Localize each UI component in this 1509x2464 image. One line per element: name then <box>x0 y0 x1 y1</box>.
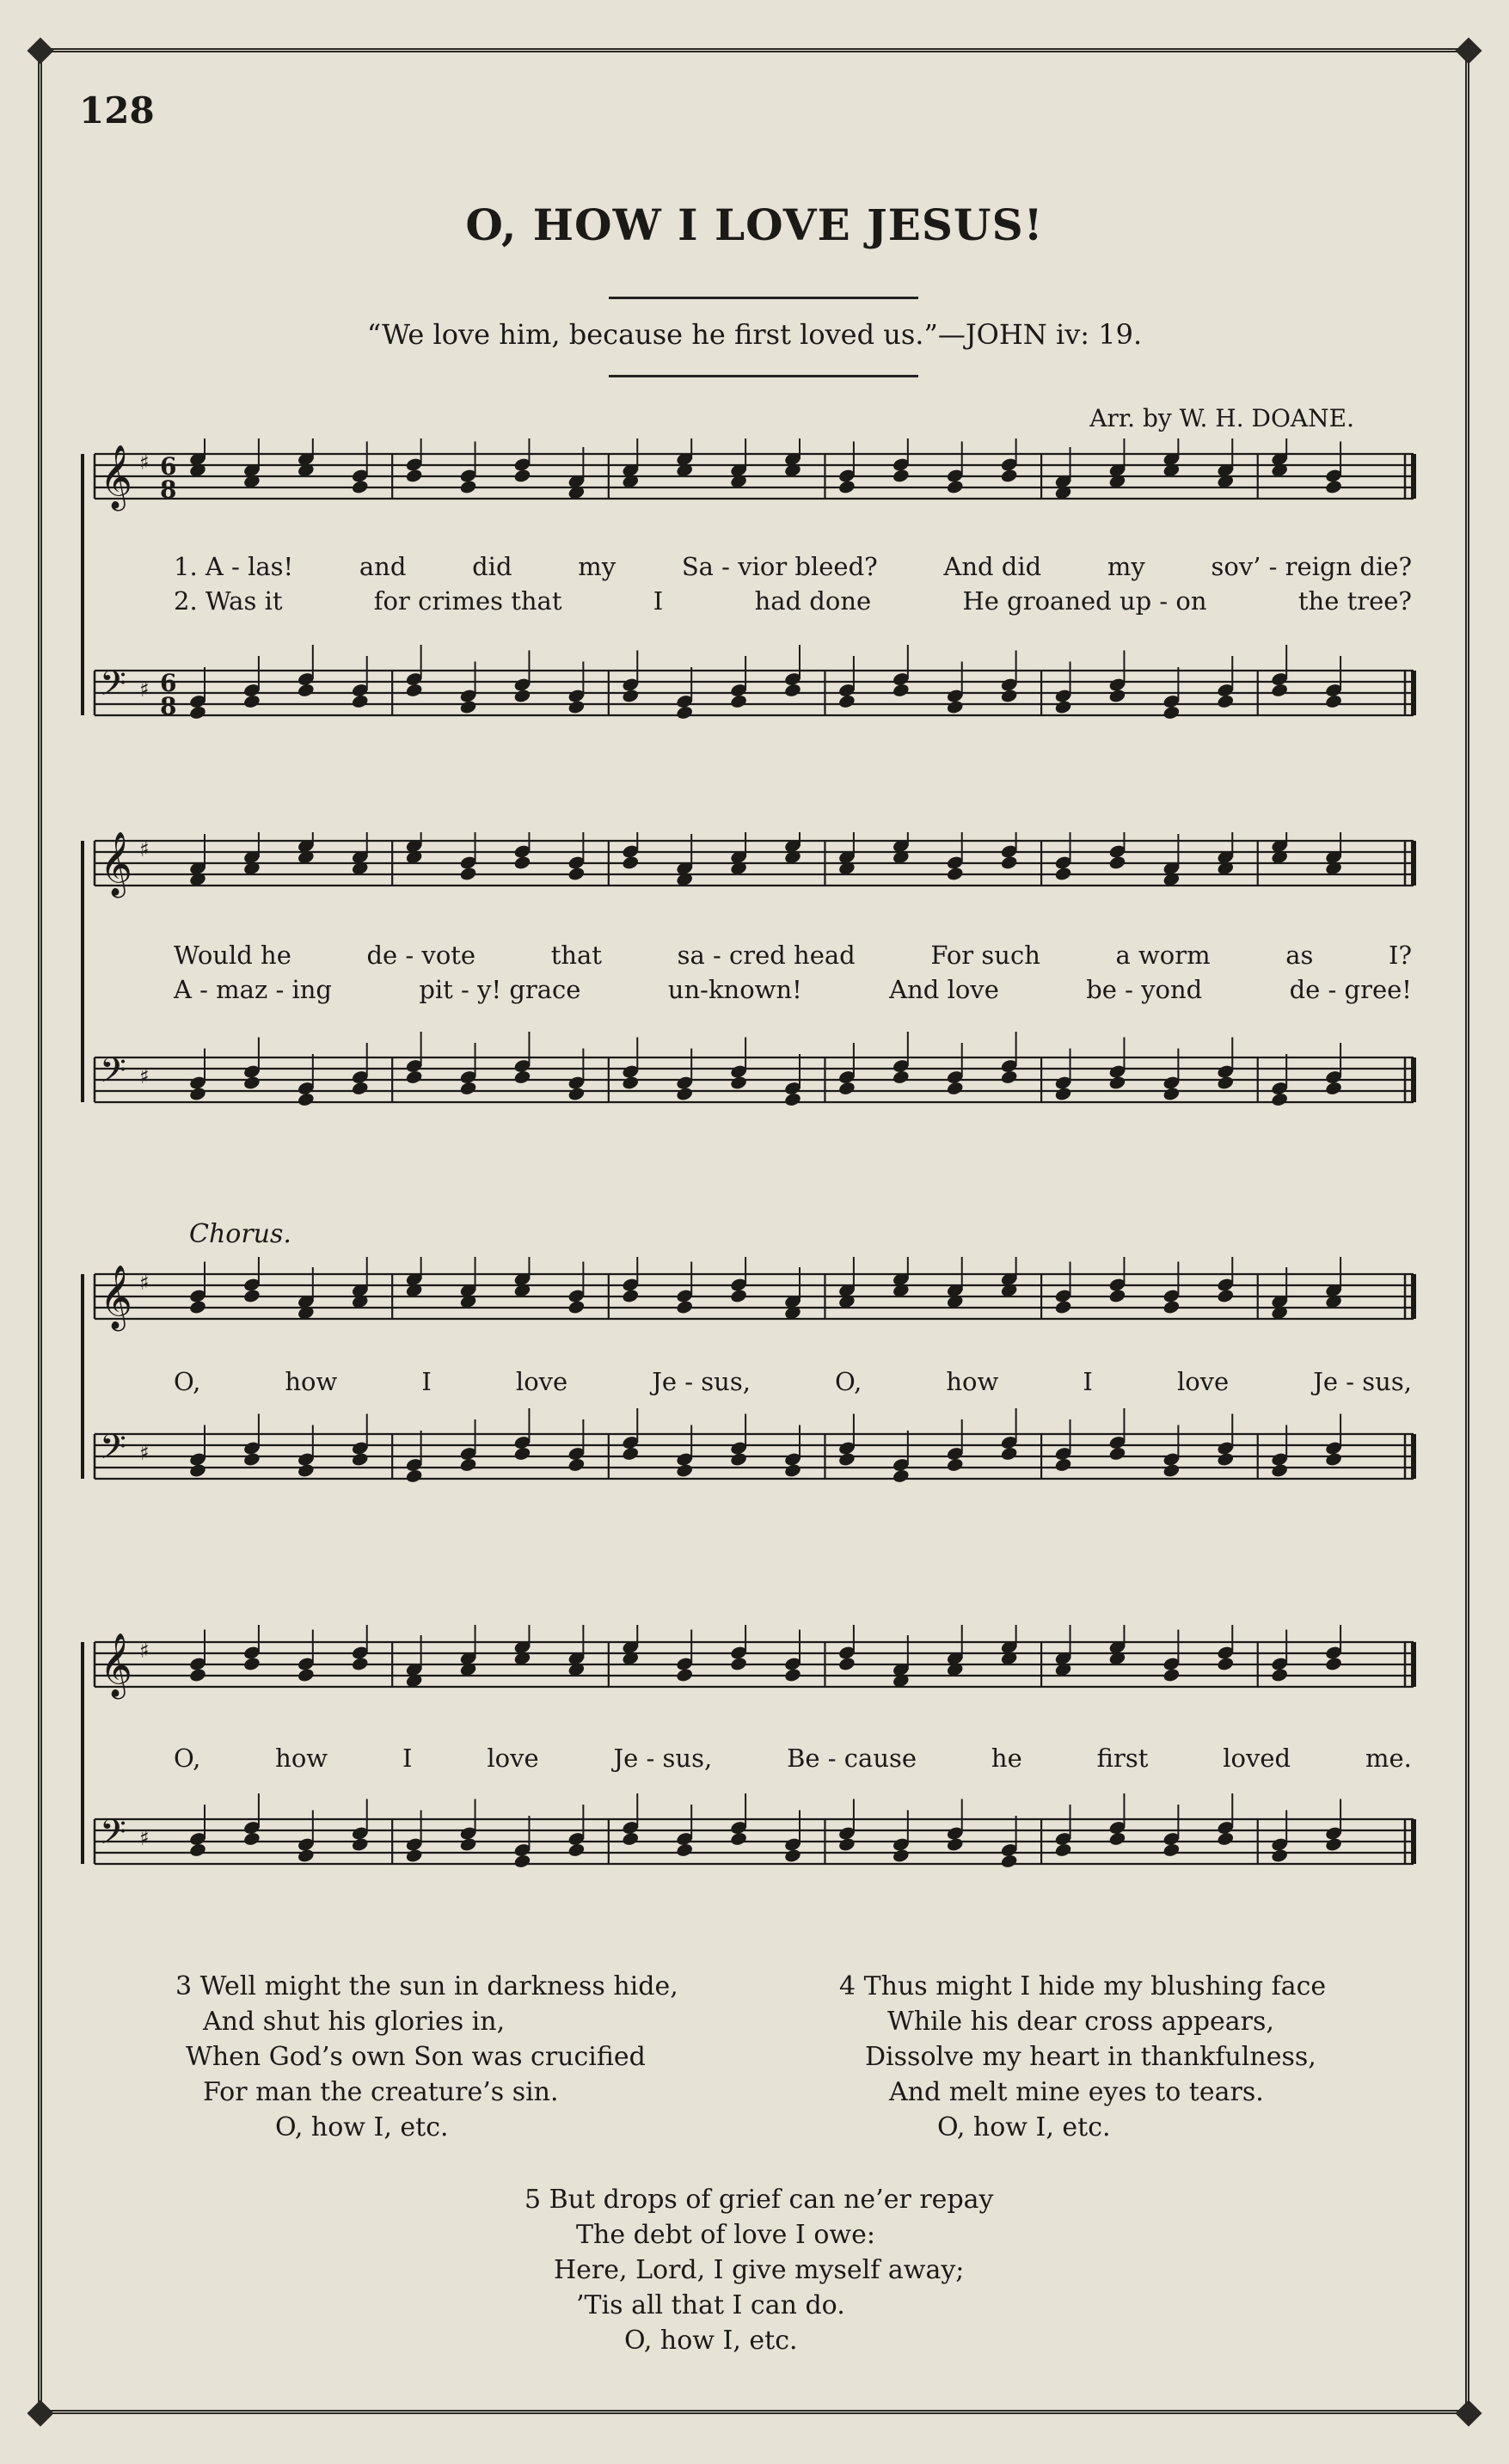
note-head-icon <box>1108 1446 1126 1462</box>
key-sharp-icon: ♯ <box>139 1639 150 1663</box>
lyric-syllable: O, <box>174 1367 201 1396</box>
lyric-syllable: de - vote <box>366 941 476 970</box>
note-head-icon <box>622 855 640 870</box>
note-head-icon <box>297 1092 315 1107</box>
treble-clef-icon: 𝄞 <box>100 1266 132 1329</box>
note-head-icon <box>892 1848 910 1863</box>
note-head-icon <box>1271 1667 1289 1683</box>
lyric-line-verse-1 <box>174 552 1412 581</box>
note-head-icon <box>892 1468 910 1484</box>
grand-staff <box>79 1625 1429 1934</box>
note-head-icon <box>1217 1656 1235 1671</box>
note-head-icon <box>622 1075 640 1090</box>
music-system-2 <box>79 832 1429 1142</box>
note-head-icon <box>837 1836 856 1852</box>
lyric-line-verse-2 <box>174 975 1412 1004</box>
lyric-syllable: how <box>946 1367 999 1396</box>
note-head-icon <box>1054 1457 1072 1473</box>
note-head-icon <box>1054 866 1072 881</box>
bass-clef-icon: 𝄢 <box>100 1812 126 1860</box>
note-head-icon <box>1324 1836 1342 1852</box>
note-head-icon <box>837 1081 856 1096</box>
stanza-3 <box>175 1969 678 2145</box>
stanza-line: Here, Lord, I give myself away; <box>554 2255 965 2285</box>
hymn-title: O, HOW I LOVE JESUS! <box>465 199 1044 250</box>
note-head-icon <box>1108 1075 1126 1090</box>
note-head-icon <box>676 1086 694 1101</box>
note-head-icon <box>622 1446 640 1462</box>
note-head-icon <box>1162 1667 1181 1683</box>
note-head-icon <box>1324 694 1342 709</box>
music-system-4 <box>79 1625 1429 1934</box>
note-head-icon <box>567 1086 586 1101</box>
lyric-syllable: O, <box>835 1367 862 1396</box>
note-head-icon <box>1324 1451 1342 1467</box>
note-head-icon <box>946 479 964 494</box>
note-head-icon <box>1162 705 1181 720</box>
note-head-icon <box>622 688 640 703</box>
stanza-line: Dissolve my heart in thankfulness, <box>865 2042 1316 2072</box>
lyric-syllable: be - yond <box>1086 975 1203 1004</box>
grand-staff <box>79 1257 1429 1541</box>
stanza-line: ’Tis all that I can do. <box>576 2290 845 2320</box>
lyric-syllable: sa - cred head <box>677 941 856 970</box>
stanza-line: O, how I, etc. <box>937 2112 1111 2142</box>
note-head-icon <box>1271 1092 1289 1107</box>
stanza-line: While his dear cross appears, <box>887 2007 1274 2037</box>
note-head-icon <box>729 1075 747 1090</box>
note-head-icon <box>622 1288 640 1303</box>
lyric-syllable: I <box>1083 1367 1093 1396</box>
lyric-syllable: un-known! <box>667 975 802 1004</box>
note-head-icon <box>1217 1831 1235 1847</box>
stanza-line: 4 Thus might I hide my blushing face <box>839 1971 1327 2001</box>
lyric-syllable: he <box>991 1744 1022 1773</box>
treble-clef-icon: 𝄞 <box>100 445 132 509</box>
note-head-icon <box>459 1457 477 1473</box>
lyric-syllable: I? <box>1388 941 1412 970</box>
lyric-syllable: loved <box>1223 1744 1291 1773</box>
note-head-icon <box>1162 1299 1181 1315</box>
note-head-icon <box>1108 855 1126 870</box>
note-head-icon <box>622 1831 640 1847</box>
lyric-syllable: Sa - vior bleed? <box>681 552 878 581</box>
note-head-icon <box>1054 699 1072 714</box>
lyric-syllable: Je - sus, <box>1313 1367 1412 1396</box>
note-head-icon <box>946 699 964 714</box>
lyric-syllable: first <box>1096 1744 1149 1773</box>
note-head-icon <box>242 1075 261 1090</box>
lyric-line-verse-1 <box>174 941 1412 970</box>
key-sharp-icon: ♯ <box>139 1271 150 1295</box>
note-head-icon <box>1000 1854 1018 1869</box>
note-head-icon <box>1000 688 1018 703</box>
lyric-syllable: Would he <box>174 941 291 970</box>
note-head-icon <box>297 1667 315 1683</box>
note-head-icon <box>242 1656 261 1671</box>
lyric-syllable: for crimes that <box>373 586 562 616</box>
lyric-syllable: And did <box>943 552 1042 581</box>
music-system-3 <box>79 1257 1429 1541</box>
note-head-icon <box>1054 1299 1072 1315</box>
note-head-icon <box>188 705 206 720</box>
note-head-icon <box>1000 1446 1018 1462</box>
note-head-icon <box>567 1842 586 1858</box>
note-head-icon <box>946 1836 964 1852</box>
key-sharp-icon: ♯ <box>139 1064 150 1088</box>
note-head-icon <box>1217 1075 1235 1090</box>
note-head-icon <box>405 468 423 483</box>
note-head-icon <box>1162 1842 1181 1858</box>
note-head-icon <box>405 1070 423 1085</box>
note-head-icon <box>892 1070 910 1085</box>
time-signature-icon: 6 <box>160 452 177 481</box>
key-sharp-icon: ♯ <box>139 677 150 702</box>
key-sharp-icon: ♯ <box>139 451 150 475</box>
title-rule <box>609 297 918 299</box>
lyric-syllable: I <box>402 1744 413 1773</box>
note-head-icon <box>513 1070 531 1085</box>
note-head-icon <box>676 1299 694 1315</box>
note-head-icon <box>837 694 856 709</box>
note-head-icon <box>459 1836 477 1852</box>
lyric-syllable: I <box>421 1367 432 1396</box>
note-head-icon <box>188 1462 206 1478</box>
note-head-icon <box>1162 1086 1181 1101</box>
music-system-1 <box>79 438 1429 748</box>
lyric-syllable: And love <box>889 975 999 1004</box>
note-head-icon <box>459 479 477 494</box>
note-head-icon <box>1162 1462 1181 1478</box>
note-head-icon <box>729 1656 747 1671</box>
lyric-line-chorus <box>174 1367 1412 1396</box>
note-head-icon <box>783 1667 801 1683</box>
lyric-syllable: love <box>487 1744 539 1773</box>
stanza-line: When God’s own Son was crucified <box>186 2042 646 2072</box>
note-head-icon <box>1108 1288 1126 1303</box>
lyric-syllable: did <box>472 552 512 581</box>
lyric-syllable: sov’ - reign die? <box>1211 552 1412 581</box>
epigraph-rule <box>609 375 918 377</box>
note-head-icon <box>242 694 261 709</box>
note-head-icon <box>892 683 910 698</box>
note-head-icon <box>567 866 586 881</box>
note-head-icon <box>1054 1086 1072 1101</box>
note-head-icon <box>297 683 315 698</box>
lyric-syllable: me. <box>1365 1744 1412 1773</box>
note-head-icon <box>459 1081 477 1096</box>
note-head-icon <box>188 1667 206 1683</box>
note-head-icon <box>1271 1848 1289 1863</box>
lyric-syllable: pit - y! grace <box>419 975 581 1004</box>
note-head-icon <box>1108 688 1126 703</box>
stanza-line: 3 Well might the sun in darkness hide, <box>175 1971 678 2001</box>
note-head-icon <box>297 1848 315 1863</box>
note-head-icon <box>513 468 531 483</box>
stanza-line: 5 But drops of grief can ne’er repay <box>524 2185 994 2215</box>
epigraph: “We love him, because he first loved us.”—JOHN iv: 19. <box>366 318 1143 351</box>
lyric-syllable: my <box>578 552 616 581</box>
page-number: 128 <box>79 89 155 132</box>
bass-clef-icon: 𝄢 <box>100 664 126 712</box>
lyric-syllable: a worm <box>1115 941 1211 970</box>
note-head-icon <box>676 705 694 720</box>
lyric-syllable: For such <box>930 941 1040 970</box>
lyric-syllable: O, <box>174 1744 201 1773</box>
note-head-icon <box>1000 855 1018 870</box>
note-head-icon <box>676 1667 694 1683</box>
lyric-syllable: that <box>550 941 602 970</box>
note-head-icon <box>567 1299 586 1315</box>
note-head-icon <box>188 1299 206 1315</box>
lyric-syllable: as <box>1285 941 1314 970</box>
note-head-icon <box>729 1288 747 1303</box>
lyric-syllable: He groaned up - on <box>962 586 1207 616</box>
note-head-icon <box>459 699 477 714</box>
note-head-icon <box>405 1468 423 1484</box>
note-head-icon <box>1000 468 1018 483</box>
note-head-icon <box>892 468 910 483</box>
note-head-icon <box>729 1451 747 1467</box>
note-head-icon <box>1271 683 1289 698</box>
note-head-icon <box>513 688 531 703</box>
note-head-icon <box>1217 1451 1235 1467</box>
lyric-syllable: Be - cause <box>787 1744 917 1773</box>
stanza-line: For man the creature’s sin. <box>203 2077 559 2107</box>
lyric-syllable: and <box>359 552 407 581</box>
time-signature-icon: 8 <box>160 475 177 504</box>
chorus-label: Chorus. <box>189 1219 291 1249</box>
key-sharp-icon: ♯ <box>139 837 150 861</box>
lyric-line-chorus <box>174 1744 1412 1773</box>
note-head-icon <box>676 1842 694 1858</box>
note-head-icon <box>837 1656 856 1671</box>
note-head-icon <box>513 1446 531 1462</box>
note-head-icon <box>513 855 531 870</box>
lyric-syllable: my <box>1107 552 1145 581</box>
note-head-icon <box>1108 1831 1126 1847</box>
lyric-syllable: Je - sus, <box>652 1367 751 1396</box>
note-head-icon <box>783 1092 801 1107</box>
note-head-icon <box>351 1656 369 1671</box>
note-head-icon <box>783 683 801 698</box>
note-head-icon <box>242 1451 261 1467</box>
lyric-syllable: 2. Was it <box>174 586 283 616</box>
stanza-line: O, how I, etc. <box>624 2326 798 2356</box>
stanza-4 <box>839 1969 1326 2145</box>
stanza-line: And melt mine eyes to tears. <box>889 2077 1264 2107</box>
stanza-line: O, how I, etc. <box>275 2112 449 2142</box>
note-head-icon <box>1271 1462 1289 1478</box>
arranger-credit: Arr. by W. H. DOANE. <box>1089 404 1354 432</box>
note-head-icon <box>946 866 964 881</box>
note-head-icon <box>188 1842 206 1858</box>
lyric-syllable: how <box>275 1744 328 1773</box>
note-head-icon <box>351 1836 369 1852</box>
note-head-icon <box>783 1848 801 1863</box>
treble-clef-icon: 𝄞 <box>100 832 132 896</box>
lyric-syllable: the tree? <box>1297 586 1412 616</box>
note-head-icon <box>1217 694 1235 709</box>
note-head-icon <box>946 1081 964 1096</box>
bass-clef-icon: 𝄢 <box>100 1427 126 1475</box>
bass-clef-icon: 𝄢 <box>100 1051 126 1099</box>
note-head-icon <box>405 1848 423 1863</box>
lyric-syllable: love <box>1176 1367 1230 1396</box>
lyric-line-verse-2 <box>174 586 1412 616</box>
note-head-icon <box>729 694 747 709</box>
lyric-syllable: Je - sus, <box>613 1744 713 1773</box>
note-head-icon <box>1054 1842 1072 1858</box>
note-head-icon <box>837 1451 856 1467</box>
lyric-syllable: 1. A - las! <box>174 552 294 581</box>
note-head-icon <box>351 479 369 494</box>
note-head-icon <box>351 1451 369 1467</box>
note-head-icon <box>1324 1656 1342 1671</box>
treble-clef-icon: 𝄞 <box>100 1633 132 1697</box>
stanza-line: The debt of love I owe: <box>576 2220 875 2250</box>
note-head-icon <box>459 866 477 881</box>
note-head-icon <box>1324 479 1342 494</box>
note-head-icon <box>1217 1288 1235 1303</box>
note-head-icon <box>242 1831 261 1847</box>
stanza-line: And shut his glories in, <box>203 2007 506 2037</box>
note-head-icon <box>729 1831 747 1847</box>
lyric-syllable: de - gree! <box>1289 975 1412 1004</box>
key-sharp-icon: ♯ <box>139 1441 150 1465</box>
time-signature-icon: 8 <box>160 692 177 720</box>
note-head-icon <box>351 694 369 709</box>
note-head-icon <box>1000 1070 1018 1085</box>
note-head-icon <box>676 1462 694 1478</box>
note-head-icon <box>297 1462 315 1478</box>
note-head-icon <box>783 1462 801 1478</box>
note-head-icon <box>946 1457 964 1473</box>
lyric-syllable: had done <box>754 586 872 616</box>
note-head-icon <box>405 683 423 698</box>
note-head-icon <box>242 1288 261 1303</box>
note-head-icon <box>513 1854 531 1869</box>
note-head-icon <box>1324 1081 1342 1096</box>
lyric-syllable: I <box>653 586 664 616</box>
note-head-icon <box>351 1081 369 1096</box>
note-head-icon <box>188 1086 206 1101</box>
lyric-syllable: love <box>515 1367 568 1396</box>
key-sharp-icon: ♯ <box>139 1826 150 1850</box>
lyric-syllable: how <box>285 1367 338 1396</box>
note-head-icon <box>567 699 586 714</box>
time-signature-icon: 6 <box>160 669 177 697</box>
stanza-5 <box>524 2182 993 2358</box>
lyric-syllable: A - maz - ing <box>174 975 332 1004</box>
note-head-icon <box>837 479 856 494</box>
note-head-icon <box>567 1457 586 1473</box>
